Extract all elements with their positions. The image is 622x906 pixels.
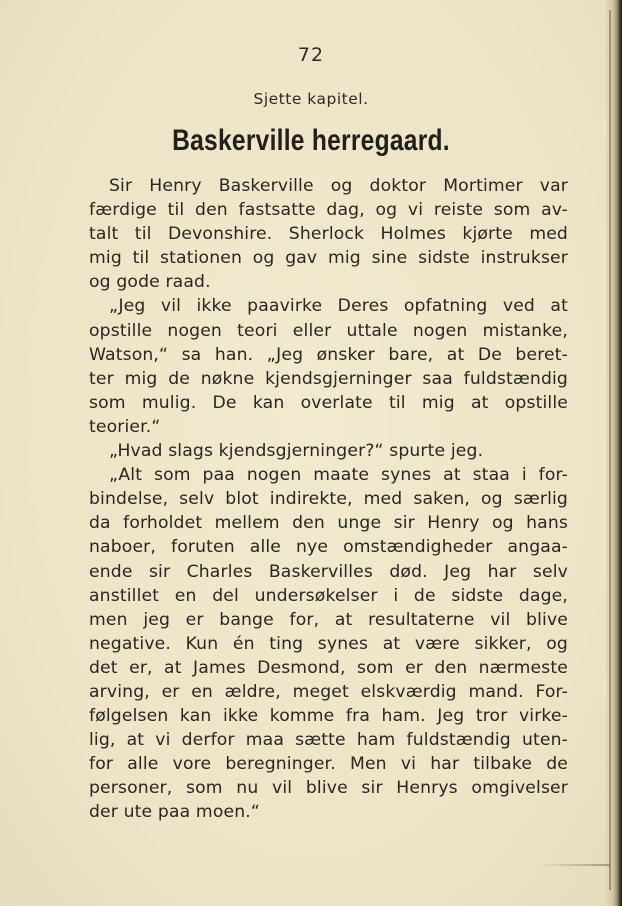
text-line: der ute paa moen.“ — [89, 802, 260, 823]
text-line: personer, som nu vil blive sir Henrys omgivelser — [89, 778, 568, 799]
text-line: færdige til den fastsatte dag, og vi reiste som av- — [89, 200, 568, 221]
body-text — [89, 174, 568, 825]
text-line: negative. Kun én ting synes at være sikker, og — [89, 633, 568, 654]
page-number: 72 — [297, 44, 325, 66]
text-line: lig, at vi derfor maa sætte ham fuldstændig uten- — [89, 730, 568, 751]
text-line: som mulig. De kan overlate til mig at opstille — [89, 392, 568, 413]
page-edge-line — [609, 10, 611, 890]
chapter-label: Sjette kapitel. — [253, 90, 369, 108]
chapter-title: Baskerville herregaard. — [172, 124, 450, 157]
text-line: „Jeg vil ikke paavirke Deres opfatning ved at — [109, 296, 568, 317]
text-line: og gode raad. — [89, 272, 211, 293]
text-line: Watson,“ sa han. „Jeg ønsker bare, at De beret- — [89, 344, 568, 365]
text-line: anstillet en del undersøkelser i de sidste dage, — [89, 585, 568, 606]
text-line: ende sir Charles Baskervilles død. Jeg har selv — [89, 561, 568, 582]
text-line: „Alt som paa nogen maate synes at staa i for- — [109, 465, 568, 486]
page-edge-bottom — [540, 864, 610, 866]
text-line: følgelsen kan ikke komme fra ham. Jeg tror virke- — [89, 706, 568, 727]
text-line: „Hvad slags kjendsgjerninger?“ spurte jeg. — [109, 441, 484, 462]
text-line: Sir Henry Baskerville og doktor Mortimer var — [109, 176, 568, 196]
text-line: arving, er en ældre, meget elskværdig mand. For- — [89, 681, 568, 702]
text-line: talt til Devonshire. Sherlock Holmes kjørte med — [89, 224, 568, 245]
text-line: men jeg er bange for, at resultaterne vil blive — [89, 609, 568, 630]
text-line: for alle vore beregninger. Men vi har tilbake de — [89, 754, 568, 775]
text-line: teorier.“ — [89, 416, 161, 437]
text-line: mig til stationen og gav mig sine sidste instrukser — [89, 248, 568, 269]
text-line: da forholdet mellem den unge sir Henry og hans — [89, 513, 568, 534]
text-line: opstille nogen teori eller uttale nogen mistanke, — [89, 320, 568, 341]
text-line: naboer, foruten alle nye omstændigheder angaa- — [89, 537, 568, 558]
text-line: ter mig de nøkne kjendsgjerninger saa fuldstændig — [89, 368, 568, 389]
text-line: bindelse, selv blot indirekte, med saken, og særlig — [89, 489, 568, 510]
text-line: det er, at James Desmond, som er den nærmeste — [89, 657, 568, 678]
